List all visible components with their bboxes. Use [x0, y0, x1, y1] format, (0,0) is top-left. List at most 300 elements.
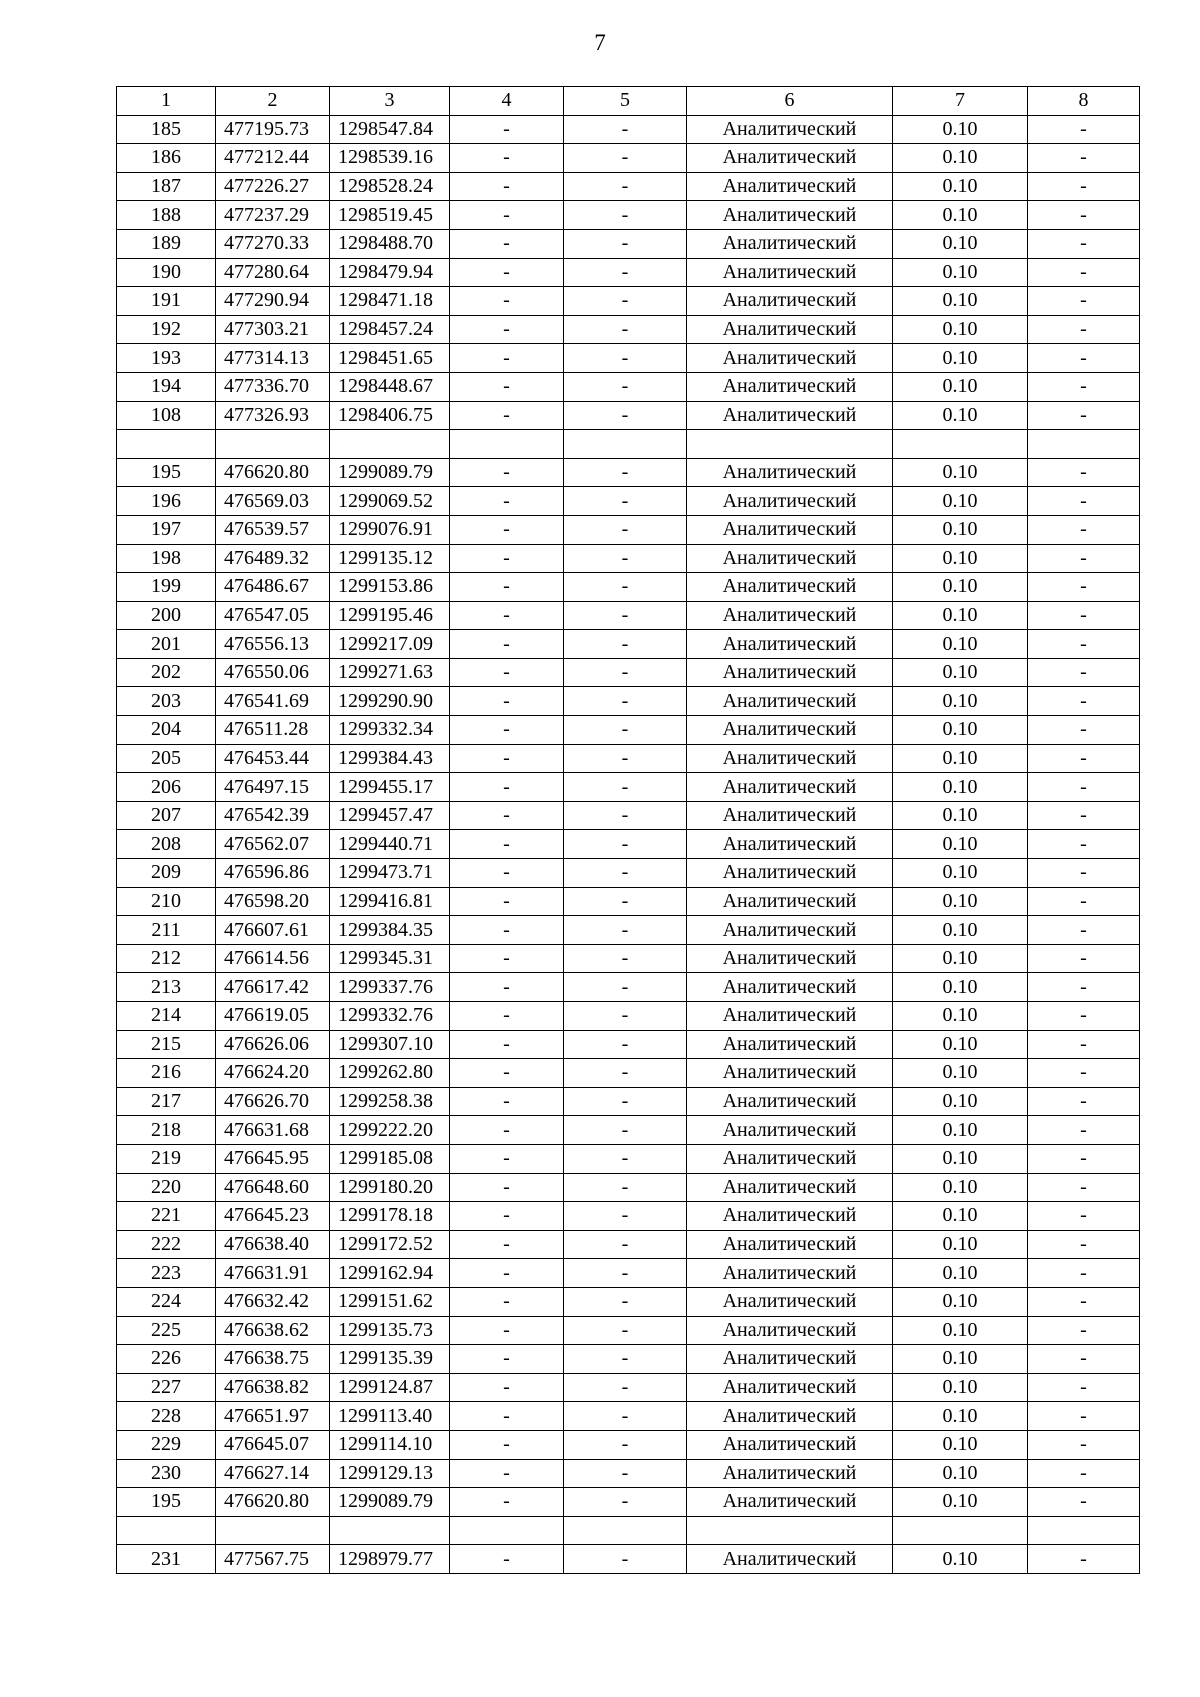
cell-point-number: 197: [117, 515, 216, 544]
table-row: [117, 859, 1140, 888]
cell-accuracy: 0.10: [893, 544, 1028, 573]
cell-col-4: -: [450, 1402, 564, 1431]
page-number: 7: [594, 30, 606, 55]
cell-coord-x: 476651.97: [216, 1402, 330, 1431]
cell-col-5: -: [564, 630, 687, 659]
cell-col-8: [1028, 430, 1140, 459]
cell-point-number: 201: [117, 630, 216, 659]
cell-col-5: -: [564, 458, 687, 487]
cell-method: [687, 1516, 893, 1545]
cell-method: Аналитический: [687, 258, 893, 287]
table-row: [117, 258, 1140, 287]
cell-method: Аналитический: [687, 1230, 893, 1259]
cell-coord-x: 477303.21: [216, 315, 330, 344]
cell-col-5: -: [564, 744, 687, 773]
cell-accuracy: 0.10: [893, 1402, 1028, 1431]
cell-method: Аналитический: [687, 1316, 893, 1345]
cell-coord-x: 477237.29: [216, 201, 330, 230]
cell-coord-y: 1299151.62: [330, 1287, 450, 1316]
table-header-row: [117, 87, 1140, 116]
cell-method: Аналитический: [687, 1287, 893, 1316]
cell-coord-x: 477326.93: [216, 401, 330, 430]
cell-point-number: 191: [117, 287, 216, 316]
cell-col-5: -: [564, 830, 687, 859]
cell-method: Аналитический: [687, 401, 893, 430]
table-row: [117, 1173, 1140, 1202]
cell-col-8: -: [1028, 601, 1140, 630]
cell-col-8: -: [1028, 1030, 1140, 1059]
cell-accuracy: 0.10: [893, 1430, 1028, 1459]
cell-coord-x: 476547.05: [216, 601, 330, 630]
cell-coord-y: 1299440.71: [330, 830, 450, 859]
cell-col-4: -: [450, 1173, 564, 1202]
cell-point-number: 216: [117, 1059, 216, 1088]
cell-point-number: 205: [117, 744, 216, 773]
cell-coord-x: 477314.13: [216, 344, 330, 373]
cell-point-number: 206: [117, 773, 216, 802]
cell-col-4: -: [450, 773, 564, 802]
cell-col-4: -: [450, 1230, 564, 1259]
cell-coord-x: 476638.75: [216, 1345, 330, 1374]
cell-accuracy: [893, 430, 1028, 459]
cell-coord-x: 476511.28: [216, 716, 330, 745]
cell-coord-y: 1299258.38: [330, 1087, 450, 1116]
cell-col-4: -: [450, 830, 564, 859]
cell-coord-y: 1298457.24: [330, 315, 450, 344]
cell-coord-x: 476632.42: [216, 1287, 330, 1316]
cell-col-5: -: [564, 1430, 687, 1459]
table-row: [117, 944, 1140, 973]
cell-coord-y: 1298448.67: [330, 372, 450, 401]
cell-col-5: -: [564, 1059, 687, 1088]
cell-method: Аналитический: [687, 1345, 893, 1374]
table-row: [117, 573, 1140, 602]
table-row: [117, 144, 1140, 173]
cell-accuracy: 0.10: [893, 601, 1028, 630]
cell-coord-x: 476539.57: [216, 515, 330, 544]
cell-accuracy: 0.10: [893, 687, 1028, 716]
cell-coord-y: 1299222.20: [330, 1116, 450, 1145]
cell-col-5: -: [564, 144, 687, 173]
cell-method: Аналитический: [687, 115, 893, 144]
cell-coord-x: 476562.07: [216, 830, 330, 859]
cell-col-4: -: [450, 487, 564, 516]
cell-col-8: -: [1028, 1002, 1140, 1031]
cell-accuracy: 0.10: [893, 1488, 1028, 1517]
cell-col-4: -: [450, 1202, 564, 1231]
cell-point-number: 202: [117, 658, 216, 687]
cell-coord-y: 1298488.70: [330, 229, 450, 258]
table-row: [117, 1402, 1140, 1431]
cell-coord-y: 1299384.35: [330, 916, 450, 945]
cell-coord-x: 476638.62: [216, 1316, 330, 1345]
cell-col-4: -: [450, 973, 564, 1002]
cell-col-8: -: [1028, 1059, 1140, 1088]
cell-point-number: 217: [117, 1087, 216, 1116]
cell-col-4: -: [450, 716, 564, 745]
cell-col-5: -: [564, 801, 687, 830]
table-row: [117, 630, 1140, 659]
cell-coord-x: 476486.67: [216, 573, 330, 602]
cell-point-number: 192: [117, 315, 216, 344]
cell-coord-x: 476620.80: [216, 1488, 330, 1517]
cell-accuracy: 0.10: [893, 744, 1028, 773]
cell-coord-y: 1299124.87: [330, 1373, 450, 1402]
cell-accuracy: 0.10: [893, 916, 1028, 945]
cell-col-5: -: [564, 1202, 687, 1231]
cell-col-5: -: [564, 1030, 687, 1059]
cell-coord-y: 1299113.40: [330, 1402, 450, 1431]
cell-method: Аналитический: [687, 973, 893, 1002]
cell-method: Аналитический: [687, 1087, 893, 1116]
cell-col-4: [450, 1516, 564, 1545]
cell-col-8: -: [1028, 1402, 1140, 1431]
table-row: [117, 601, 1140, 630]
cell-accuracy: 0.10: [893, 487, 1028, 516]
cell-coord-y: 1299332.76: [330, 1002, 450, 1031]
coordinates-table: [116, 86, 1140, 1574]
cell-accuracy: 0.10: [893, 401, 1028, 430]
header-cell: 3: [330, 87, 450, 116]
cell-method: Аналитический: [687, 1402, 893, 1431]
cell-coord-y: 1299307.10: [330, 1030, 450, 1059]
cell-coord-x: 476620.80: [216, 458, 330, 487]
cell-method: Аналитический: [687, 458, 893, 487]
cell-method: Аналитический: [687, 287, 893, 316]
cell-col-5: -: [564, 1144, 687, 1173]
cell-accuracy: 0.10: [893, 830, 1028, 859]
cell-coord-x: 476638.40: [216, 1230, 330, 1259]
cell-col-5: -: [564, 658, 687, 687]
cell-col-8: -: [1028, 687, 1140, 716]
cell-method: Аналитический: [687, 229, 893, 258]
cell-accuracy: 0.10: [893, 630, 1028, 659]
cell-coord-x: 476569.03: [216, 487, 330, 516]
cell-method: Аналитический: [687, 372, 893, 401]
cell-point-number: 214: [117, 1002, 216, 1031]
cell-coord-x: 476645.95: [216, 1144, 330, 1173]
cell-coord-x: 476598.20: [216, 887, 330, 916]
cell-col-4: -: [450, 315, 564, 344]
cell-coord-y: [330, 1516, 450, 1545]
cell-coord-y: 1299473.71: [330, 859, 450, 888]
cell-col-5: -: [564, 1116, 687, 1145]
cell-point-number: 222: [117, 1230, 216, 1259]
cell-col-8: -: [1028, 458, 1140, 487]
cell-coord-y: 1299180.20: [330, 1173, 450, 1202]
cell-col-4: -: [450, 601, 564, 630]
cell-col-5: -: [564, 773, 687, 802]
cell-point-number: 229: [117, 1430, 216, 1459]
header-cell: 8: [1028, 87, 1140, 116]
cell-point-number: 227: [117, 1373, 216, 1402]
cell-col-8: -: [1028, 1459, 1140, 1488]
cell-col-8: -: [1028, 658, 1140, 687]
cell-col-4: -: [450, 1002, 564, 1031]
cell-method: Аналитический: [687, 1144, 893, 1173]
cell-method: Аналитический: [687, 1202, 893, 1231]
cell-col-4: -: [450, 801, 564, 830]
cell-coord-x: 477270.33: [216, 229, 330, 258]
cell-col-4: -: [450, 515, 564, 544]
cell-col-8: [1028, 1516, 1140, 1545]
cell-col-8: -: [1028, 372, 1140, 401]
cell-method: Аналитический: [687, 1173, 893, 1202]
cell-col-5: -: [564, 372, 687, 401]
cell-coord-x: 476645.23: [216, 1202, 330, 1231]
cell-point-number: 225: [117, 1316, 216, 1345]
cell-method: Аналитический: [687, 801, 893, 830]
cell-coord-y: 1299135.12: [330, 544, 450, 573]
cell-coord-y: 1298451.65: [330, 344, 450, 373]
cell-coord-y: 1299195.46: [330, 601, 450, 630]
cell-accuracy: 0.10: [893, 973, 1028, 1002]
cell-accuracy: 0.10: [893, 1287, 1028, 1316]
table-row: [117, 515, 1140, 544]
cell-coord-y: 1299455.17: [330, 773, 450, 802]
cell-col-8: -: [1028, 144, 1140, 173]
cell-col-4: -: [450, 1059, 564, 1088]
cell-col-5: -: [564, 287, 687, 316]
cell-col-5: -: [564, 172, 687, 201]
cell-accuracy: 0.10: [893, 258, 1028, 287]
cell-coord-y: 1298979.77: [330, 1545, 450, 1574]
cell-coord-y: 1299217.09: [330, 630, 450, 659]
cell-accuracy: [893, 1516, 1028, 1545]
cell-col-5: -: [564, 344, 687, 373]
table-row: [117, 973, 1140, 1002]
cell-coord-y: 1299076.91: [330, 515, 450, 544]
table-row: [117, 372, 1140, 401]
cell-method: Аналитический: [687, 1030, 893, 1059]
cell-point-number: 194: [117, 372, 216, 401]
cell-coord-x: 476645.07: [216, 1430, 330, 1459]
cell-coord-x: 477280.64: [216, 258, 330, 287]
cell-col-8: -: [1028, 1345, 1140, 1374]
cell-col-4: -: [450, 1488, 564, 1517]
cell-coord-x: 476638.82: [216, 1373, 330, 1402]
cell-point-number: 211: [117, 916, 216, 945]
cell-col-8: -: [1028, 887, 1140, 916]
cell-point-number: 190: [117, 258, 216, 287]
cell-col-8: -: [1028, 773, 1140, 802]
cell-accuracy: 0.10: [893, 172, 1028, 201]
cell-point-number: 207: [117, 801, 216, 830]
cell-accuracy: 0.10: [893, 1002, 1028, 1031]
cell-col-8: -: [1028, 1373, 1140, 1402]
cell-method: Аналитический: [687, 515, 893, 544]
cell-col-8: -: [1028, 258, 1140, 287]
cell-method: Аналитический: [687, 601, 893, 630]
cell-coord-y: 1299089.79: [330, 1488, 450, 1517]
cell-col-8: -: [1028, 229, 1140, 258]
cell-col-5: -: [564, 487, 687, 516]
cell-accuracy: 0.10: [893, 229, 1028, 258]
cell-method: Аналитический: [687, 144, 893, 173]
cell-method: Аналитический: [687, 944, 893, 973]
cell-accuracy: 0.10: [893, 716, 1028, 745]
table-row: [117, 229, 1140, 258]
cell-point-number: 108: [117, 401, 216, 430]
cell-col-4: -: [450, 201, 564, 230]
cell-point-number: 208: [117, 830, 216, 859]
cell-coord-y: 1299271.63: [330, 658, 450, 687]
cell-col-4: -: [450, 859, 564, 888]
cell-coord-x: 476542.39: [216, 801, 330, 830]
cell-method: Аналитический: [687, 1488, 893, 1517]
cell-col-5: -: [564, 887, 687, 916]
cell-coord-y: 1298547.84: [330, 115, 450, 144]
cell-accuracy: 0.10: [893, 859, 1028, 888]
cell-method: Аналитический: [687, 1116, 893, 1145]
cell-col-5: -: [564, 1488, 687, 1517]
cell-coord-y: 1299069.52: [330, 487, 450, 516]
cell-col-4: -: [450, 144, 564, 173]
cell-col-8: -: [1028, 172, 1140, 201]
cell-coord-y: 1299384.43: [330, 744, 450, 773]
cell-col-8: -: [1028, 1488, 1140, 1517]
cell-accuracy: 0.10: [893, 801, 1028, 830]
cell-col-8: -: [1028, 344, 1140, 373]
cell-coord-y: [330, 430, 450, 459]
cell-col-8: -: [1028, 801, 1140, 830]
cell-coord-y: 1299290.90: [330, 687, 450, 716]
cell-col-5: -: [564, 1345, 687, 1374]
cell-col-4: -: [450, 1259, 564, 1288]
cell-col-5: -: [564, 515, 687, 544]
cell-col-5: -: [564, 315, 687, 344]
table-row: [117, 1373, 1140, 1402]
cell-col-8: -: [1028, 1230, 1140, 1259]
table-row: [117, 1287, 1140, 1316]
cell-col-5: -: [564, 1259, 687, 1288]
table-row: [117, 916, 1140, 945]
cell-point-number: 198: [117, 544, 216, 573]
cell-method: Аналитический: [687, 773, 893, 802]
cell-point-number: 204: [117, 716, 216, 745]
cell-point-number: 196: [117, 487, 216, 516]
header-cell: 2: [216, 87, 330, 116]
cell-col-4: -: [450, 1116, 564, 1145]
cell-col-8: -: [1028, 1316, 1140, 1345]
cell-col-4: -: [450, 687, 564, 716]
table-row: [117, 544, 1140, 573]
cell-col-4: -: [450, 630, 564, 659]
table-row: [117, 1516, 1140, 1545]
cell-col-5: -: [564, 1373, 687, 1402]
cell-col-4: -: [450, 229, 564, 258]
cell-coord-x: 476550.06: [216, 658, 330, 687]
table-row: [117, 1202, 1140, 1231]
cell-accuracy: 0.10: [893, 944, 1028, 973]
cell-col-5: -: [564, 601, 687, 630]
cell-coord-y: 1299089.79: [330, 458, 450, 487]
cell-point-number: 224: [117, 1287, 216, 1316]
cell-col-4: -: [450, 744, 564, 773]
cell-point-number: 187: [117, 172, 216, 201]
cell-point-number: 195: [117, 1488, 216, 1517]
cell-method: Аналитический: [687, 201, 893, 230]
cell-point-number: 200: [117, 601, 216, 630]
cell-coord-x: 476614.56: [216, 944, 330, 973]
cell-point-number: 188: [117, 201, 216, 230]
cell-col-8: -: [1028, 973, 1140, 1002]
header-cell: 6: [687, 87, 893, 116]
cell-point-number: 231: [117, 1545, 216, 1574]
cell-col-5: -: [564, 1230, 687, 1259]
cell-coord-y: 1299185.08: [330, 1144, 450, 1173]
table-row: [117, 658, 1140, 687]
cell-method: Аналитический: [687, 630, 893, 659]
cell-point-number: 212: [117, 944, 216, 973]
cell-accuracy: 0.10: [893, 658, 1028, 687]
cell-col-4: -: [450, 1345, 564, 1374]
cell-method: Аналитический: [687, 544, 893, 573]
table-row: [117, 1345, 1140, 1374]
table-row: [117, 115, 1140, 144]
table-row: [117, 687, 1140, 716]
cell-col-4: -: [450, 1373, 564, 1402]
cell-col-5: -: [564, 944, 687, 973]
cell-point-number: 195: [117, 458, 216, 487]
cell-coord-y: 1298539.16: [330, 144, 450, 173]
cell-coord-x: 476617.42: [216, 973, 330, 1002]
cell-col-8: -: [1028, 287, 1140, 316]
table-row: [117, 1002, 1140, 1031]
cell-accuracy: 0.10: [893, 115, 1028, 144]
cell-point-number: 219: [117, 1144, 216, 1173]
cell-coord-y: 1299162.94: [330, 1259, 450, 1288]
cell-col-8: -: [1028, 744, 1140, 773]
cell-method: Аналитический: [687, 344, 893, 373]
table-row: [117, 716, 1140, 745]
cell-coord-x: 476541.69: [216, 687, 330, 716]
cell-accuracy: 0.10: [893, 1059, 1028, 1088]
cell-accuracy: 0.10: [893, 1345, 1028, 1374]
table-row: [117, 1488, 1140, 1517]
cell-method: Аналитический: [687, 1459, 893, 1488]
table-row: [117, 887, 1140, 916]
cell-accuracy: 0.10: [893, 773, 1028, 802]
cell-accuracy: 0.10: [893, 1545, 1028, 1574]
cell-col-4: [450, 430, 564, 459]
cell-col-4: -: [450, 658, 564, 687]
cell-col-8: -: [1028, 916, 1140, 945]
cell-coord-y: 1299172.52: [330, 1230, 450, 1259]
cell-coord-x: 476626.70: [216, 1087, 330, 1116]
table-row: [117, 1459, 1140, 1488]
header-cell: 4: [450, 87, 564, 116]
cell-point-number: 218: [117, 1116, 216, 1145]
header-cell: 7: [893, 87, 1028, 116]
cell-coord-x: [216, 430, 330, 459]
cell-method: Аналитический: [687, 573, 893, 602]
cell-accuracy: 0.10: [893, 1144, 1028, 1173]
cell-coord-x: 476624.20: [216, 1059, 330, 1088]
cell-method: [687, 430, 893, 459]
cell-col-5: -: [564, 115, 687, 144]
cell-col-5: -: [564, 716, 687, 745]
table-row: [117, 1430, 1140, 1459]
cell-col-5: [564, 430, 687, 459]
table-row: [117, 315, 1140, 344]
cell-col-8: -: [1028, 544, 1140, 573]
cell-col-8: -: [1028, 487, 1140, 516]
cell-accuracy: 0.10: [893, 1030, 1028, 1059]
cell-method: Аналитический: [687, 1545, 893, 1574]
cell-col-5: -: [564, 401, 687, 430]
cell-col-5: -: [564, 859, 687, 888]
